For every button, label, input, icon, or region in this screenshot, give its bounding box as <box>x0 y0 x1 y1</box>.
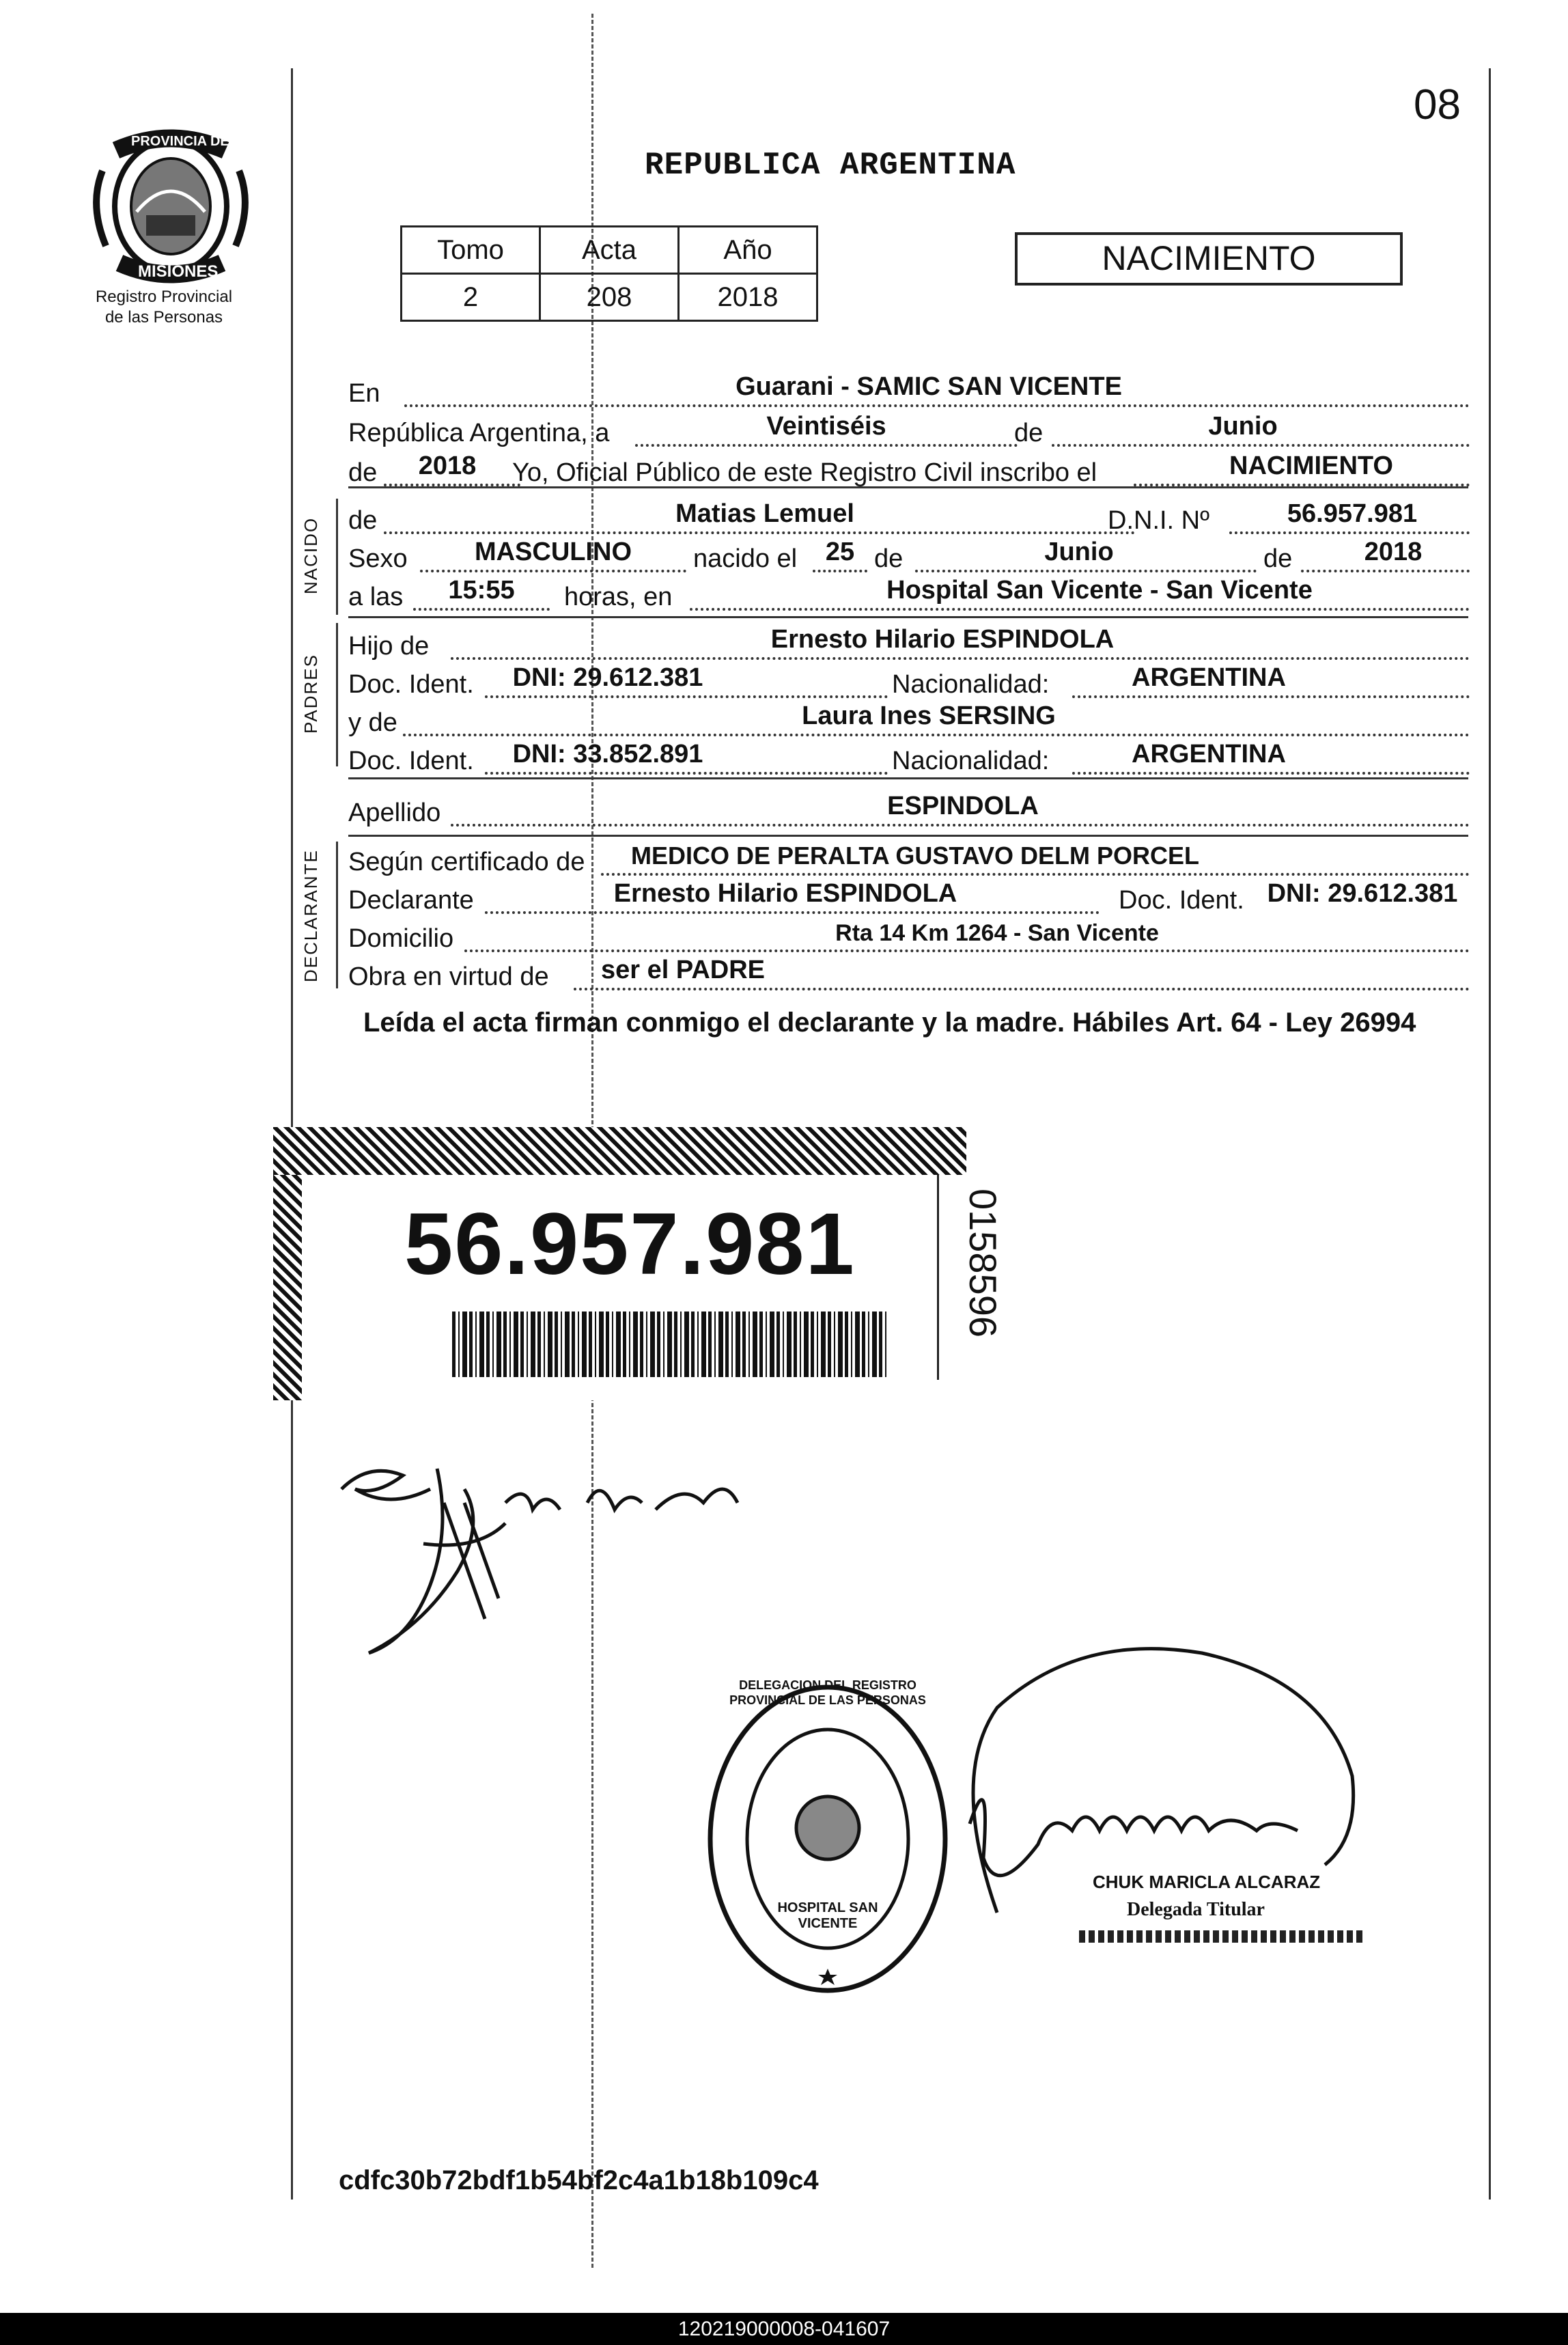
value-madre: Laura Ines SERSING <box>802 702 1056 730</box>
dotted-line <box>635 444 1018 447</box>
value-padre-doc: DNI: 29.612.381 <box>512 663 703 692</box>
field-row-declarante <box>348 880 1468 918</box>
registry-header-acta: Acta <box>540 227 679 274</box>
section-rule <box>348 835 1468 837</box>
stamp-seal-icon <box>705 1682 951 1996</box>
field-row-en <box>348 373 1468 411</box>
dni-label-sticker <box>273 1127 1005 1400</box>
section-rule <box>348 616 1468 618</box>
value-declarante-doc: DNI: 29.612.381 <box>1267 879 1458 908</box>
value-anio: 2018 <box>418 452 477 480</box>
field-row-madre <box>348 702 1468 740</box>
value-dia-letras: Veintiséis <box>766 412 886 441</box>
value-hora: 15:55 <box>448 576 515 605</box>
label-apellido: Apellido <box>348 799 441 827</box>
label-de-mes: de <box>874 544 904 573</box>
field-row-padre <box>348 626 1468 664</box>
value-dni: 56.957.981 <box>1287 499 1418 528</box>
label-declarante: Declarante <box>348 886 474 915</box>
dotted-line <box>464 949 1470 952</box>
value-domicilio: Rta 14 Km 1264 - San Vicente <box>835 920 1159 946</box>
dotted-line <box>384 531 1135 534</box>
value-madre-doc: DNI: 33.852.891 <box>512 740 703 768</box>
field-row-sexo <box>348 538 1468 577</box>
label-doc-padre: Doc. Ident. <box>348 670 474 699</box>
section-divider-padres <box>336 623 338 766</box>
crest-text-top: PROVINCIA DE <box>131 134 229 149</box>
page-number: 08 <box>1414 81 1461 128</box>
label-nacido: nacido el <box>693 544 798 573</box>
value-padre: Ernesto Hilario ESPINDOLA <box>770 625 1115 654</box>
dotted-line <box>574 988 1470 990</box>
registry-table-values <box>402 274 817 321</box>
dotted-line <box>485 695 888 698</box>
section-divider-nacido <box>336 499 338 615</box>
dotted-line <box>915 570 1257 572</box>
official-role: Delegada Titular <box>1127 1899 1265 1920</box>
value-mes-nac: Junio <box>1044 538 1114 566</box>
value-inscripcion: NACIMIENTO <box>1229 452 1393 480</box>
dotted-line <box>451 824 1470 827</box>
label-nac-padre: Nacionalidad: <box>892 670 1050 699</box>
label-nac-madre: Nacionalidad: <box>892 747 1050 775</box>
dotted-line <box>1052 444 1470 447</box>
registry-table <box>400 225 818 322</box>
agency-caption <box>75 287 253 328</box>
label-domicilio: Domicilio <box>348 924 454 953</box>
stamp-ring-text: DELEGACION DEL REGISTRO PROVINCIAL DE LAS PERSONAS <box>729 1678 926 1707</box>
registry-value-anio: 2018 <box>679 274 817 321</box>
side-label-padres: PADRES <box>300 654 321 734</box>
label-republica: República Argentina, a <box>348 419 610 447</box>
field-row-inscripcion <box>348 452 1468 490</box>
registry-table-header <box>402 227 817 274</box>
label-inscribo: Yo, Oficial Público de este Registro Civil inscribo el <box>512 458 1097 487</box>
dotted-line <box>485 911 1100 914</box>
field-row-apellido <box>348 792 1468 831</box>
label-doc-declarante: Doc. Ident. <box>1119 886 1244 915</box>
value-obra: ser el PADRE <box>600 956 766 984</box>
dotted-line <box>690 608 1470 611</box>
section-rule <box>348 486 1468 488</box>
side-label-nacido: NACIDO <box>300 516 321 594</box>
section-rule <box>348 777 1468 779</box>
agency-line-2: de las Personas <box>104 308 223 327</box>
value-certificado: MEDICO DE PERALTA GUSTAVO DELM PORCEL <box>630 842 1199 870</box>
field-row-hora <box>348 577 1468 615</box>
declarant-signature-icon <box>328 1448 765 1680</box>
field-row-madre-doc <box>348 740 1468 779</box>
stamp-smudge <box>1079 1930 1366 1943</box>
dotted-line <box>451 657 1470 660</box>
field-row-padre-doc <box>348 664 1468 702</box>
footer-id: 120219000008-041607 <box>677 2318 891 2340</box>
barcode-icon <box>452 1312 889 1377</box>
field-row-obra <box>348 956 1468 995</box>
registry-value-acta: 208 <box>540 274 679 321</box>
value-padre-nac: ARGENTINA <box>1132 663 1286 692</box>
dotted-line <box>403 734 1470 736</box>
label-doc-madre: Doc. Ident. <box>348 747 474 775</box>
label-alas: a las <box>348 583 404 611</box>
document-title: REPUBLICA ARGENTINA <box>645 148 1016 183</box>
label-dni: D.N.I. Nº <box>1108 506 1209 535</box>
value-madre-nac: ARGENTINA <box>1132 740 1286 768</box>
value-apellido: ESPINDOLA <box>887 792 1039 820</box>
sticker-pattern-top <box>273 1127 966 1175</box>
sticker-pattern-left <box>273 1175 302 1400</box>
label-sexo: Sexo <box>348 544 408 573</box>
closing-note: Leída el acta firman conmigo el declarante y la madre. Hábiles Art. 64 - Ley 26994 <box>363 1008 1416 1038</box>
stamp-inner-text: HOSPITAL SAN VICENTE <box>777 1900 878 1931</box>
dotted-line <box>1301 570 1470 572</box>
dotted-line <box>420 570 686 572</box>
registry-value-tomo: 2 <box>402 274 540 321</box>
label-horas: horas, en <box>564 583 673 611</box>
value-lugar: Guarani - SAMIC SAN VICENTE <box>736 372 1122 401</box>
official-stamp <box>705 1678 951 1996</box>
agency-line-1: Registro Provincial <box>95 288 233 306</box>
sticker-body <box>302 1175 1005 1400</box>
field-row-certificado <box>348 842 1468 880</box>
value-lugar-nac: Hospital San Vicente - San Vicente <box>886 576 1313 605</box>
value-dia-nac: 25 <box>825 538 855 566</box>
label-en: En <box>348 379 380 408</box>
field-row-fecha <box>348 413 1468 451</box>
registry-header-anio: Año <box>679 227 817 274</box>
field-row-domicilio <box>348 918 1468 956</box>
label-de-anio-nac: de <box>1263 544 1293 573</box>
right-margin-line <box>1489 68 1491 2200</box>
field-row-nombre <box>348 500 1468 538</box>
value-sexo: MASCULINO <box>474 538 632 566</box>
label-certificado: Según certificado de <box>348 848 585 876</box>
section-divider-declarante <box>336 842 338 988</box>
province-crest <box>89 130 253 287</box>
label-de: de <box>1014 419 1044 447</box>
label-obra: Obra en virtud de <box>348 962 549 991</box>
dotted-line <box>813 570 867 572</box>
value-mes: Junio <box>1208 412 1278 441</box>
record-type-box: NACIMIENTO <box>1015 232 1403 286</box>
label-hijo: Hijo de <box>348 632 430 661</box>
registry-header-tomo: Tomo <box>402 227 540 274</box>
label-nombre: de <box>348 506 378 535</box>
dotted-line <box>1072 695 1470 698</box>
label-de-anio: de <box>348 458 378 487</box>
dotted-line <box>413 608 550 611</box>
dotted-line <box>1229 531 1470 534</box>
document-hash: cdfc30b72bdf1b54bf2c4a1b18b109c4 <box>339 2165 819 2195</box>
dotted-line <box>404 404 1470 407</box>
value-anio-nac: 2018 <box>1364 538 1423 566</box>
official-name: CHUK MARICLA ALCARAZ <box>1093 1872 1321 1892</box>
sticker-serial: 0158596 <box>962 1189 1005 1338</box>
crest-text-bottom: MISIONES <box>138 262 219 281</box>
dotted-line <box>601 873 1470 876</box>
label-yde: y de <box>348 708 397 737</box>
dotted-line <box>1072 772 1470 775</box>
sticker-dni-number: 56.957.981 <box>404 1195 856 1293</box>
value-nombre: Matias Lemuel <box>675 499 854 528</box>
side-label-declarante: DECLARANTE <box>300 849 321 982</box>
sticker-divider <box>937 1175 939 1380</box>
dotted-line <box>485 772 888 775</box>
value-declarante: Ernesto Hilario ESPINDOLA <box>613 879 957 908</box>
